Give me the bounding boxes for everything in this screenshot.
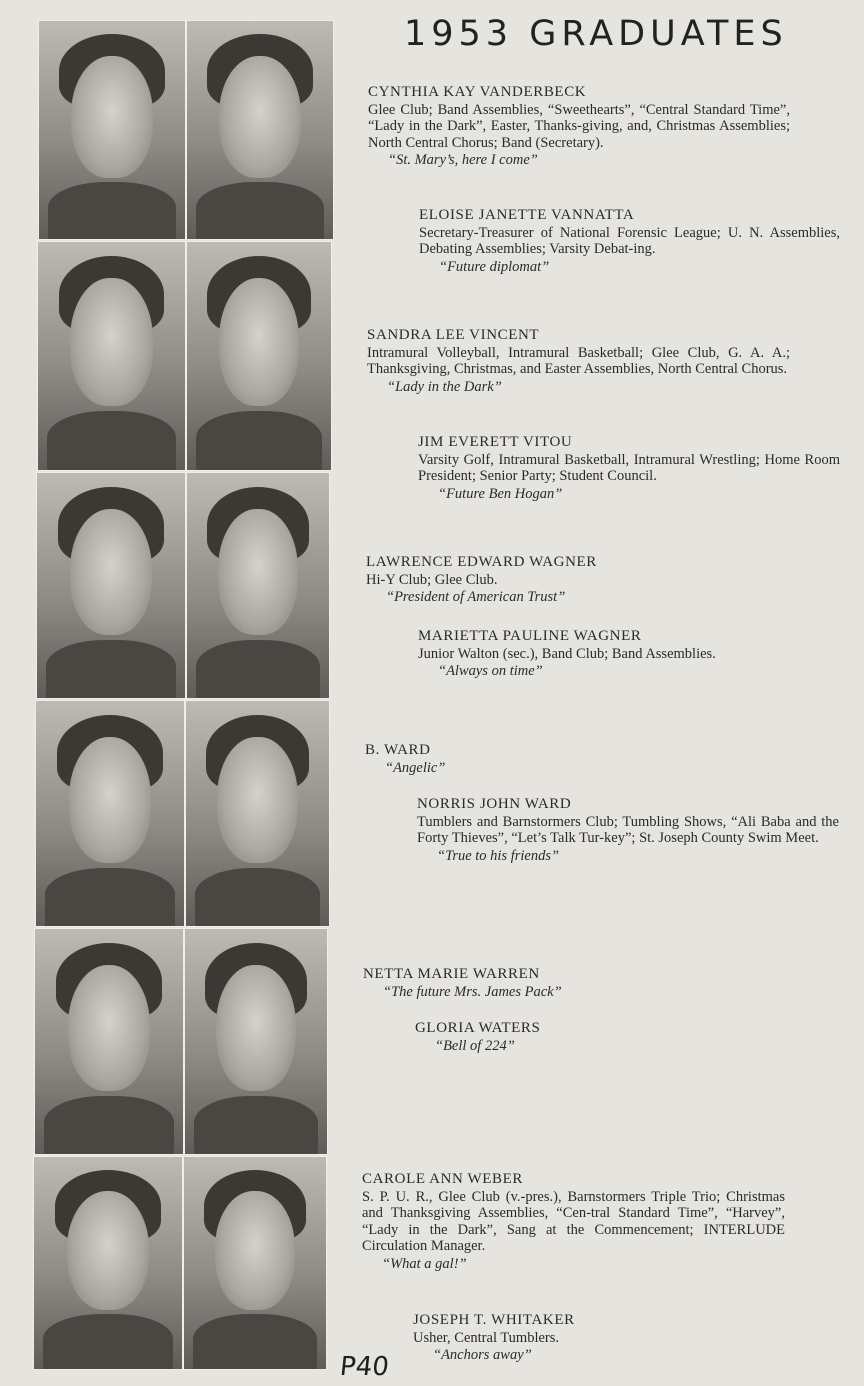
graduate-name: ELOISE JANETTE VANNATTA bbox=[419, 207, 635, 223]
page-title: 1953 GRADUATES bbox=[404, 14, 788, 54]
portrait-b-ward bbox=[35, 700, 185, 927]
graduate-entry bbox=[417, 796, 839, 864]
portrait-eloise-vannatta bbox=[186, 20, 334, 240]
portrait-cynthia-vanderbeck bbox=[38, 20, 186, 240]
portrait-marietta-wagner bbox=[186, 472, 330, 699]
graduate-name: JIM EVERETT VITOU bbox=[418, 434, 573, 450]
graduate-activities: Junior Walton (sec.), Band Club; Band Assemblies. bbox=[418, 645, 716, 662]
graduate-quote: “Angelic” bbox=[385, 759, 446, 776]
portrait-sandra-vincent bbox=[37, 241, 186, 471]
graduate-name: B. WARD bbox=[365, 742, 431, 758]
graduate-quote: “The future Mrs. James Pack” bbox=[383, 983, 562, 1000]
graduate-name: SANDRA LEE VINCENT bbox=[367, 327, 540, 343]
graduate-entry bbox=[418, 628, 840, 680]
graduate-activities: Glee Club; Band Assemblies, “Sweethearts”, “Central Standard Time”, “Lady in the Dark”, Easter, Thanks-giving, and, Christmas Assemblies; North Central Chorus; Band (Secretary). bbox=[368, 101, 790, 151]
portrait-gloria-waters bbox=[184, 928, 328, 1155]
portrait-carole-weber bbox=[33, 1156, 183, 1370]
graduate-quote: “True to his friends” bbox=[437, 847, 560, 864]
graduate-quote: “What a gal!” bbox=[382, 1255, 467, 1272]
graduate-quote: “Lady in the Dark” bbox=[387, 378, 502, 395]
graduate-activities: Intramural Volleyball, Intramural Basketball; Glee Club, G. A. A.; Thanksgiving, Christmas, and Easter Assemblies, North Central Chorus. bbox=[367, 344, 790, 377]
graduate-entry bbox=[419, 207, 840, 275]
portrait-joseph-whitaker bbox=[183, 1156, 327, 1370]
graduate-quote: “Always on time” bbox=[438, 663, 543, 679]
graduate-entry bbox=[367, 327, 790, 395]
portrait-netta-warren bbox=[34, 928, 184, 1155]
graduate-entry bbox=[362, 1171, 785, 1272]
graduate-activities: Hi-Y Club; Glee Club. bbox=[366, 571, 498, 588]
graduate-name: NETTA MARIE WARREN bbox=[363, 966, 540, 982]
graduate-activities: Varsity Golf, Intramural Basketball, Intramural Wrestling; Home Room President; Senior Party; Student Council. bbox=[418, 451, 840, 484]
graduate-entry bbox=[368, 84, 790, 169]
graduate-quote: “Future Ben Hogan” bbox=[438, 485, 563, 502]
portrait-norris-ward bbox=[185, 700, 330, 927]
graduate-activities: S. P. U. R., Glee Club (v.-pres.), Barnstormers Triple Trio; Christmas and Thanksgiving Assemblies, “Cen-tral Standard Time”, “Harvey”, “Lady in the Dark”, Sang at the Commencement; INTERLUDE Circulation Manager. bbox=[362, 1188, 785, 1254]
graduate-name: GLORIA WATERS bbox=[415, 1020, 541, 1036]
graduate-entry bbox=[415, 1020, 715, 1054]
graduate-activities: Tumblers and Barnstormers Club; Tumbling Shows, “Ali Baba and the Forty Thieves”, “Let’s Talk Tur-key”; St. Joseph County Swim Meet. bbox=[417, 813, 839, 846]
graduate-activities: Secretary-Treasurer of National Forensic League; U. N. Assemblies, Debating Assemblies; Varsity Debat-ing. bbox=[419, 224, 840, 257]
graduate-entry bbox=[366, 554, 788, 606]
graduate-name: CAROLE ANN WEBER bbox=[362, 1171, 523, 1187]
graduate-name: NORRIS JOHN WARD bbox=[417, 796, 572, 812]
graduate-quote: “St. Mary’s, here I come” bbox=[388, 152, 538, 168]
graduate-name: CYNTHIA KAY VANDERBECK bbox=[368, 84, 587, 100]
portrait-jim-vitou bbox=[186, 241, 332, 471]
graduate-activities: Usher, Central Tumblers. bbox=[413, 1329, 560, 1346]
portrait-lawrence-wagner bbox=[36, 472, 186, 699]
graduate-entry bbox=[363, 966, 683, 1000]
graduate-quote: “President of American Trust” bbox=[386, 589, 566, 605]
graduate-entry bbox=[413, 1312, 753, 1364]
graduate-name: LAWRENCE EDWARD WAGNER bbox=[366, 554, 597, 570]
graduate-quote: “Bell of 224” bbox=[435, 1037, 515, 1054]
graduate-entry bbox=[365, 742, 665, 776]
graduate-name: JOSEPH T. WHITAKER bbox=[413, 1312, 575, 1328]
page-number: P40 bbox=[338, 1352, 391, 1382]
graduate-quote: “Anchors away” bbox=[433, 1347, 532, 1363]
graduate-quote: “Future diplomat” bbox=[439, 258, 550, 275]
graduate-entry bbox=[418, 434, 840, 502]
graduate-name: MARIETTA PAULINE WAGNER bbox=[418, 628, 642, 644]
